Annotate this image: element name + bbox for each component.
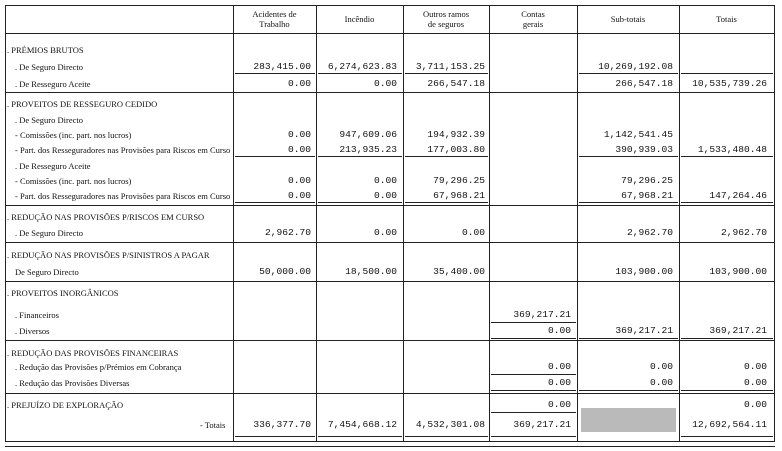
cell-value: 6,274,623.83 — [327, 61, 397, 72]
cell-value: 10,269,192.08 — [598, 61, 673, 72]
header-col-1: Acidentes de Trabalho — [252, 9, 297, 29]
cell-value: 0.00 — [373, 227, 397, 238]
total-value: 7,454,668.12 — [327, 419, 397, 430]
grid-line — [5, 33, 775, 34]
grid-line — [579, 390, 678, 391]
grid-line — [579, 73, 678, 74]
grid-line — [405, 436, 488, 437]
grid-line — [5, 205, 775, 206]
grid-line — [579, 202, 678, 203]
header-col-3: Outros ramos de seguros — [422, 9, 470, 29]
row-label: - Comissões (inc. part. nos lucros) — [15, 130, 132, 140]
cell-value: 1,533,480.48 — [697, 144, 767, 155]
total-value: 336,377.70 — [253, 419, 311, 430]
grid-line — [491, 322, 576, 323]
grid-line — [235, 436, 315, 437]
grid-line — [5, 441, 775, 442]
cell-value: 0.00 — [373, 190, 397, 201]
row-label: . Redução das Provisões p/Prémios em Cobrança — [15, 362, 182, 372]
grid-line — [491, 338, 576, 339]
cell-value: 0.00 — [743, 361, 767, 372]
cell-value: 67,968.21 — [621, 190, 673, 201]
header-col-4: Contas gerais — [521, 9, 545, 29]
row-label: - Part. dos Resseguradores nas Provisões para Riscos em Curso — [15, 145, 231, 155]
grid-line — [489, 5, 490, 442]
section-label: . REDUÇÃO DAS PROVISÕES FINANCEIRAS — [7, 348, 179, 358]
grid-line — [5, 242, 775, 243]
grid-line — [5, 281, 775, 282]
cell-value: 103,900.00 — [615, 266, 673, 277]
cell-value: 177,003.80 — [427, 144, 485, 155]
grid-line — [681, 436, 773, 437]
cell-value: 18,500.00 — [345, 266, 397, 277]
grid-line — [681, 338, 773, 339]
cell-value: 67,968.21 — [433, 190, 485, 201]
grid-line — [491, 374, 576, 375]
cell-value: 79,296.25 — [433, 175, 485, 186]
cell-value: 35,400.00 — [433, 266, 485, 277]
cell-value: 0.00 — [287, 190, 311, 201]
grid-line — [235, 202, 315, 203]
grid-line — [405, 202, 488, 203]
row-label: . De Resseguro Aceite — [15, 79, 91, 89]
grid-line — [5, 446, 775, 447]
section-label: . PROVEITOS DE RESSEGURO CEDIDO — [7, 99, 158, 109]
header-col-5: Sub-totais — [610, 14, 646, 24]
cell-value: 390,939.03 — [615, 144, 673, 155]
grid-line — [774, 5, 775, 442]
cell-value: 266,547.18 — [427, 78, 485, 89]
cell-value: 213,935.23 — [339, 144, 397, 155]
cell-value: 369,217.21 — [615, 325, 673, 336]
cell-value: 0.00 — [547, 399, 571, 410]
cell-value: 0.00 — [461, 227, 485, 238]
cell-value: 0.00 — [743, 399, 767, 410]
row-label: - Part. dos Resseguradores nas Provisões para Riscos em Curso — [15, 191, 231, 201]
row-label: . De Seguro Directo — [15, 62, 83, 72]
grid-line — [577, 5, 578, 442]
grid-line — [316, 5, 317, 442]
cell-value: 1,142,541.45 — [603, 129, 673, 140]
shaded-cell — [581, 408, 676, 432]
grid-line — [5, 393, 775, 394]
grid-line — [318, 436, 402, 437]
grid-line — [318, 156, 402, 157]
grid-line — [318, 73, 402, 74]
row-label: . Diversos — [15, 326, 50, 336]
header-col-2: Incêndio — [344, 14, 375, 24]
cell-value: 0.00 — [287, 144, 311, 155]
section-label: . REDUÇÃO NAS PROVISÕES P/RISCOS EM CURSO — [7, 212, 205, 222]
row-label: - Comissões (inc. part. nos lucros) — [15, 176, 132, 186]
cell-value: 0.00 — [547, 361, 571, 372]
section-label: . PREJUÍZO DE EXPLORAÇÃO — [7, 400, 124, 410]
cell-value: 369,217.21 — [709, 325, 767, 336]
accounting-table — [5, 5, 774, 442]
grid-line — [233, 5, 234, 442]
grid-line — [318, 202, 402, 203]
cell-value: 369,217.21 — [513, 309, 571, 320]
grid-line — [491, 412, 576, 413]
cell-value: 10,535,739.26 — [692, 78, 767, 89]
row-label: De Seguro Directo — [15, 267, 79, 277]
grid-line — [5, 5, 6, 442]
grid-line — [405, 156, 488, 157]
grid-line — [235, 73, 315, 74]
row-label: . Financeiros — [15, 310, 59, 320]
cell-value: 0.00 — [287, 78, 311, 89]
cell-value: 194,932.39 — [427, 129, 485, 140]
cell-value: 2,962.70 — [264, 227, 311, 238]
grid-line — [679, 5, 680, 442]
cell-value: 947,609.06 — [339, 129, 397, 140]
grid-line — [681, 73, 773, 74]
grid-line — [681, 202, 773, 203]
cell-value: 0.00 — [287, 129, 311, 140]
row-label: . De Seguro Directo — [15, 115, 83, 125]
cell-value: 0.00 — [547, 377, 571, 388]
cell-value: 0.00 — [649, 361, 673, 372]
cell-value: 2,962.70 — [720, 227, 767, 238]
cell-value: 79,296.25 — [621, 175, 673, 186]
cell-value: 266,547.18 — [615, 78, 673, 89]
grid-line — [579, 156, 678, 157]
section-label: . REDUÇÃO NAS PROVISÕES P/SINISTROS A PAGAR — [7, 250, 210, 260]
cell-value: 283,415.00 — [253, 61, 311, 72]
totals-label: - Totais — [200, 420, 226, 430]
grid-line — [403, 5, 404, 442]
total-value: 12,692,564.11 — [692, 419, 767, 430]
grid-line — [579, 338, 678, 339]
cell-value: 0.00 — [649, 377, 673, 388]
cell-value: 0.00 — [373, 175, 397, 186]
total-value: 4,532,301.08 — [415, 419, 485, 430]
total-value: 369,217.21 — [513, 419, 571, 430]
header-col-6: Totais — [716, 14, 737, 24]
cell-value: 50,000.00 — [259, 266, 311, 277]
cell-value: 2,962.70 — [626, 227, 673, 238]
grid-line — [5, 340, 775, 341]
grid-line — [681, 390, 773, 391]
cell-value: 147,264.46 — [709, 190, 767, 201]
section-label: . PROVEITOS INORGÂNICOS — [7, 288, 119, 298]
row-label: . Redução das Provisões Diversas — [15, 378, 130, 388]
cell-value: 3,711,153.25 — [415, 61, 485, 72]
cell-value: 0.00 — [547, 325, 571, 336]
grid-line — [405, 73, 488, 74]
grid-line — [491, 436, 576, 437]
row-label: . De Resseguro Aceite — [15, 161, 91, 171]
grid-line — [235, 156, 315, 157]
grid-line — [5, 92, 775, 93]
grid-line — [491, 390, 576, 391]
row-label: . De Seguro Directo — [15, 228, 83, 238]
grid-line — [5, 5, 775, 6]
cell-value: 0.00 — [373, 78, 397, 89]
grid-line — [681, 156, 773, 157]
cell-value: 0.00 — [743, 377, 767, 388]
section-label: . PRÉMIOS BRUTOS — [7, 45, 84, 55]
cell-value: 0.00 — [287, 175, 311, 186]
cell-value: 103,900.00 — [709, 266, 767, 277]
